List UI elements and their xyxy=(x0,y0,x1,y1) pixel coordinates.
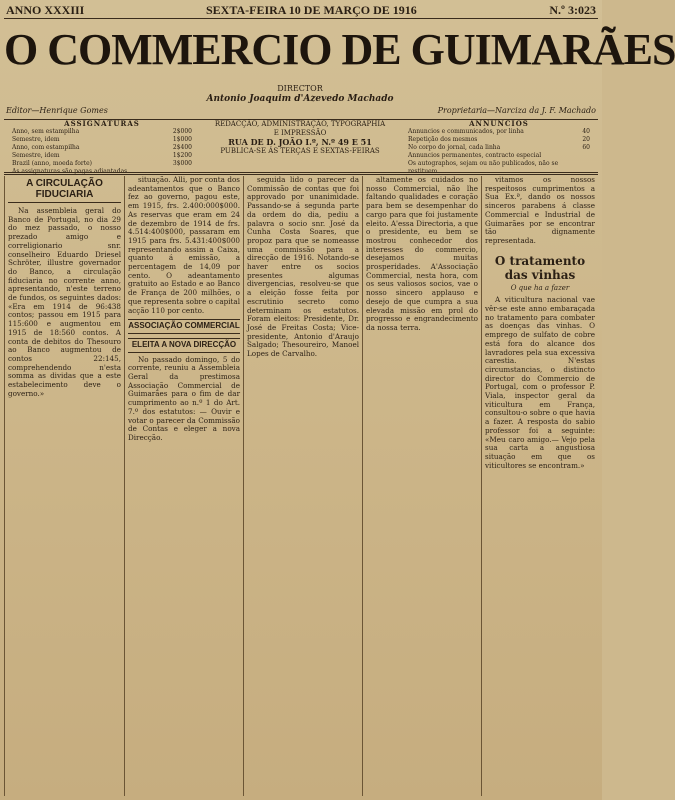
top-line xyxy=(6,3,596,17)
column-1 xyxy=(4,176,124,796)
subscription-row: Semestre, idem 1$200 xyxy=(12,152,192,159)
column-4 xyxy=(362,176,481,796)
section-subheading: ELEITA A NOVA DIRECÇÃO xyxy=(128,338,240,353)
announcement-row: Annuncios e communicados, por linha 40 xyxy=(408,128,590,135)
subscription-row: Anno, sem estampilha 2$000 xyxy=(12,128,192,135)
column-3 xyxy=(243,176,362,796)
article-subtitle: O que ha a fazer xyxy=(510,283,570,292)
issue-number: N.º 3:023 xyxy=(549,3,596,17)
issue-date: SEXTA-FEIRA 10 DE MARÇO DE 1916 xyxy=(206,3,417,17)
editor-name: Editor—Henrique Gomes xyxy=(6,106,108,115)
subscription-row: Anno, com estampilha 2$400 xyxy=(12,144,192,151)
article-text: altamente os cuidados no nosso Commercial, não lhe faltando qualidades e coração para bem se desempenhar do cargo para que foi justamente eleito. A'essa Directoria, a que o presidente, eu bem se mostrou conhecedor dos interesses do commercio, desejamos muitas prosperidades. A'Associação Commercial, nesta hora, com os seus valiosos socios, vae o nosso sincero applauso e desejo de que cumpra a sua elevada missão em prol do progresso e engrandecimento da nossa terra. xyxy=(366,175,478,332)
director-label: DIRECTOR xyxy=(277,84,323,93)
divider xyxy=(4,172,598,173)
announcements-box xyxy=(408,119,590,175)
newspaper-title: O COMMERCIO DE GUIMARÃES xyxy=(4,25,675,74)
announcement-row: No corpo do jornal, cada linha 60 xyxy=(408,144,590,151)
office-address: RUA DE D. JOÃO I.º, N.º 49 E 51 xyxy=(228,137,372,147)
office-line: REDACÇÃO, ADMINISTRAÇÃO, TYPOGRAPHIA xyxy=(214,120,386,128)
subscription-row: Brazil (anno, moeda forte) 3$000 xyxy=(12,160,192,167)
director-block xyxy=(160,84,440,104)
publication-schedule: PUBLICA-SE ÁS TERÇAS E SEXTAS-FEIRAS xyxy=(220,147,380,155)
subscriptions-box xyxy=(12,119,192,175)
article-text: No passado domingo, 5 do corrente, reuniu a Assembleia Geral da prestimosa Associação Commercial de Guimarães para o fim de dar cumprimento ao n.º 1 do Art. 7.º dos estatutos: — Ouvir e votar o parecer da Commissão de Contas e eleger a nova Direcção. xyxy=(128,354,240,442)
subscription-row: Semestre, idem 1$000 xyxy=(12,136,192,143)
announcements-heading: ANNUNCIOS xyxy=(469,119,529,128)
owner-name: Proprietaria—Narciza da J. F. Machado xyxy=(437,106,596,115)
announcement-row: Annuncios permanentes, contracto especial xyxy=(408,152,542,159)
office-box xyxy=(200,120,400,156)
article-text: vitamos os nossos respeitosos cumprimentos a Sua Ex.ª, dando os nossos sinceros parabens á classe Commercial e Industrial de Guimarães por se encontrar tão dignamente representada. xyxy=(485,175,595,245)
column-2 xyxy=(124,176,243,796)
editor-line xyxy=(6,106,596,118)
director-name: Antonio Joaquim d'Azevedo Machado xyxy=(206,94,394,104)
subscriptions-note: As assignaturas são pagas adiantadas. xyxy=(12,168,130,175)
announcement-row: Repetição dos mesmos 20 xyxy=(408,136,590,143)
article-text: situação. Alli, por conta dos adeantamentos que o Banco fez ao governo, pagou este, em 1915, frs. 2.400:000$000. As reservas que eram em 24 de dezembro de 1914 de frs. 4.514:400$000, passaram em 1915 para frs. 5.431:400$000 representando assim a Caixa, quanto á emissão, a percentagem de 14,09 por cento. O adeantamento gratuito ao Estado e ao Banco de França de 200 milhões, o que representa sobre o capital acção 110 por cento. xyxy=(128,175,240,315)
year-label: ANNO XXXIII xyxy=(6,3,85,17)
office-line: E IMPRESSÃO xyxy=(273,129,327,137)
announcements-note: Os autographos, sejam ou não publicados, não se restituem. xyxy=(408,160,559,175)
section-heading: ASSOCIAÇÃO COMMERCIAL xyxy=(128,319,240,334)
article-title: A CIRCULAÇÃO FIDUCIARIA xyxy=(8,178,121,203)
article-title: O tratamento das vinhas xyxy=(494,253,586,282)
column-5 xyxy=(481,176,598,796)
article-text: Na assembleia geral do Banco de Portugal, no dia 29 do mez passado, o nosso prezado amigo e correligionario snr. conselheiro Eduardo Driesel Schröter, illustre governador do Banco, a circulação fiduciaria no corrente anno, apresentando, n'este terreno de fundos, os seguintes dados: «Era em 1914 de 96:438 contos; passou em 1915 para 115:600 e augmentou em 1915 de 18:560 contos. A conta de debitos do Thesouro ao Banco augmentou de contos 22:145, comprehendendo n'esta somma as dividas que a este estabelecimento deve o governo.» xyxy=(8,206,121,398)
article-text: seguida lido o parecer da Commissão de contas que foi approvado por unanimidade. Passando-se á segunda parte da ordem do dia, pediu a palavra o socio snr. José da Cunha Costa Soares, que propoz para que se nomeasse uma commissão para a direcção de 1916. Notando-se haver entre os socios presentes algumas divergencias, resolveu-se que a eleição fosse feita por escrutinio secreto como determinam os estatutos. Foram eleitos: Presidente, Dr. José de Freitas Costa; Vice-presidente, Antonio d'Araujo Salgado; Thesoureiro, Manoel Lopes de Carvalho. xyxy=(247,175,359,359)
article-text: A viticultura nacional vae vêr-se este anno embaraçada no tratamento para combater as doenças das vinhas. O emprego de sulfato de cobre está fora do alcance dos lavradores pela sua excessiva carestia. N'estas circumstancias, o distincto director do Commercio de Portugal, com o professor P. Viala, inspector geral da viticultura em França, consultou-o sobre o que havia a fazer. A resposta do sabio professor foi a seguinte: «Meu caro amigo.— Vejo pela sua carta a angustiosa situação em que os viticultores se encontram.» xyxy=(485,295,595,470)
subscriptions-heading: ASSIGNATURAS xyxy=(64,119,140,128)
